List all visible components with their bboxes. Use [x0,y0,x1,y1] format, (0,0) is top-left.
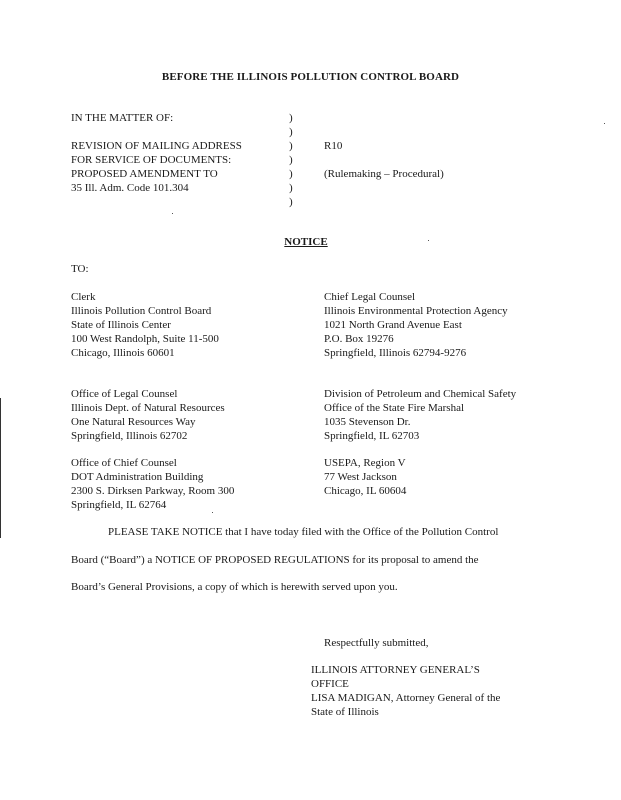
scan-speck [428,240,429,241]
body-line: Board (“Board”) a NOTICE OF PROPOSED REGULATIONS for its proposal to amend the [71,554,479,566]
caption-line: PROPOSED AMENDMENT TO [71,168,218,180]
address-line: Springfield, IL 62703 [324,430,420,442]
recipient-address [324,290,508,360]
to-label: TO: [71,263,89,275]
caption-parentheses [289,111,293,209]
address-line: 100 West Randolph, Suite 11-500 [71,333,219,345]
address-line: Office of Chief Counsel [71,457,177,469]
document-title: BEFORE THE ILLINOIS POLLUTION CONTROL BOARD [161,71,460,83]
signature-block [311,663,500,719]
address-line: 1035 Stevenson Dr. [324,416,411,428]
body-line: PLEASE TAKE NOTICE that I have today filed with the Office of the Pollution Control [108,526,499,538]
paren: ) [289,112,293,124]
scan-speck [212,512,213,513]
address-line: Clerk [71,291,96,303]
paren: ) [289,154,293,166]
paren: ) [289,140,293,152]
body-line: Board’s General Provisions, a copy of which is herewith served upon you. [71,581,398,593]
recipient-address [71,387,225,443]
address-line: 1021 North Grand Avenue East [324,319,462,331]
address-line: Illinois Pollution Control Board [71,305,212,317]
caption-line: FOR SERVICE OF DOCUMENTS: [71,154,232,166]
caption-line: 35 Ill. Adm. Code 101.304 [71,182,189,194]
notice-heading: NOTICE [284,236,328,248]
paren: ) [289,168,293,180]
signature-line: LISA MADIGAN, Attorney General of the [311,692,501,704]
address-line: 77 West Jackson [324,471,397,483]
address-line: Illinois Dept. of Natural Resources [71,402,225,414]
docket-type: (Rulemaking – Procedural) [324,168,444,180]
address-line: State of Illinois Center [71,319,171,331]
caption-line [71,125,242,139]
recipient-address [71,456,234,512]
address-line: Division of Petroleum and Chemical Safety [324,388,517,400]
signature-line: State of Illinois [311,706,379,718]
paren: ) [289,182,293,194]
scan-speck [604,123,605,124]
caption-docket [324,139,444,195]
signature-line: OFFICE [311,678,349,690]
address-line: Springfield, Illinois 62702 [71,430,188,442]
address-line: Springfield, IL 62764 [71,499,167,511]
address-line: Illinois Environmental Protection Agency [324,305,508,317]
caption-matter [71,111,242,195]
address-line: DOT Administration Building [71,471,204,483]
address-line: Office of Legal Counsel [71,388,178,400]
scan-speck [172,213,173,214]
address-line: Chicago, IL 60604 [324,485,407,497]
address-line: Springfield, Illinois 62794-9276 [324,347,467,359]
paren: ) [289,196,293,208]
address-line: Office of the State Fire Marshal [324,402,465,414]
address-line: Chicago, Illinois 60601 [71,347,175,359]
recipient-address [324,456,406,498]
recipient-address [71,290,219,360]
address-line: P.O. Box 19276 [324,333,394,345]
address-line: USEPA, Region V [324,457,406,469]
signature-line: ILLINOIS ATTORNEY GENERAL’S [311,664,480,676]
docket-number: R10 [324,140,343,152]
closing: Respectfully submitted, [324,637,429,649]
paren: ) [289,126,293,138]
address-line: 2300 S. Dirksen Parkway, Room 300 [71,485,235,497]
scan-edge-line [0,398,1,538]
recipient-address [324,387,516,443]
caption-line: IN THE MATTER OF: [71,112,174,124]
address-line: Chief Legal Counsel [324,291,416,303]
caption-line: REVISION OF MAILING ADDRESS [71,140,242,152]
address-line: One Natural Resources Way [71,416,196,428]
